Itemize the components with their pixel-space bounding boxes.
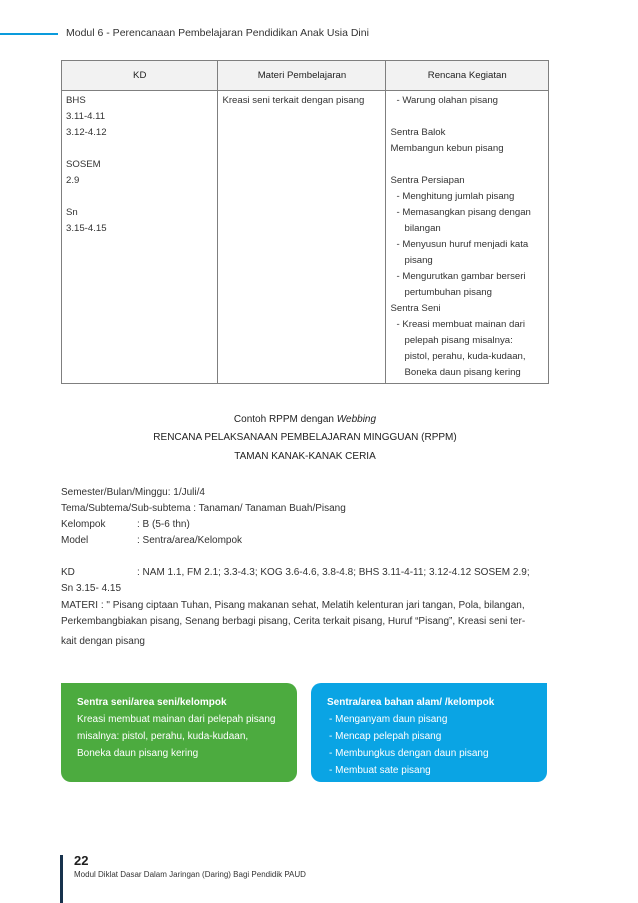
kd-line: Sn xyxy=(66,207,78,218)
kelompok-line xyxy=(61,519,190,530)
kd-label: KD xyxy=(61,567,75,578)
running-header: Modul 6 - Perencanaan Pembelajaran Pendidikan Anak Usia Dini xyxy=(66,27,369,39)
kd-line: SOSEM xyxy=(66,159,101,170)
kegiatan-line: - Mengurutkan gambar berseri xyxy=(396,271,526,282)
model-value: : Sentra/area/Kelompok xyxy=(137,535,243,546)
column-header-kegiatan: Rencana Kegiatan xyxy=(386,61,549,91)
kegiatan-line: - Menyusun huruf menjadi kata xyxy=(396,239,529,250)
materi-line: MATERI : " Pisang ciptaan Tuhan, Pisang makanan sehat, Melatih kelenturan jari tangan, Pola, bilangan, xyxy=(61,600,525,611)
materi-cell xyxy=(218,91,386,384)
box-line: - Membungkus dengan daun pisang xyxy=(329,748,489,759)
school-name: TAMAN KANAK-KANAK CERIA xyxy=(234,451,376,462)
kd-line: 3.15-4.15 xyxy=(66,223,107,234)
box-line: Kreasi membuat mainan dari pelepah pisang xyxy=(77,714,276,725)
kd-cell xyxy=(62,91,218,384)
kegiatan-line: pelepah pisang misalnya: xyxy=(404,335,513,346)
kd-continuation: Sn 3.15- 4.15 xyxy=(61,583,122,594)
kegiatan-line: - Kreasi membuat mainan dari xyxy=(396,319,525,330)
sentra-bahan-alam-box xyxy=(311,683,547,782)
footer-bar xyxy=(60,855,63,903)
materi-line: kait dengan pisang xyxy=(61,636,145,647)
kegiatan-cell xyxy=(386,91,549,384)
box-title: Sentra/area bahan alam/ /kelompok xyxy=(327,697,495,708)
kd-line: 3.11-4.11 xyxy=(66,111,106,122)
kd-line xyxy=(66,141,214,157)
heading-prefix: Contoh RPPM dengan xyxy=(233,414,337,425)
kegiatan-line: Boneka daun pisang kering xyxy=(404,367,521,378)
kegiatan-line: Membangun kebun pisang xyxy=(390,143,504,154)
heading-italic: Webbing xyxy=(336,414,377,425)
kd-line: 2.9 xyxy=(66,175,80,186)
kegiatan-line: Sentra Persiapan xyxy=(390,175,465,186)
kegiatan-line xyxy=(390,109,545,125)
semester-line: Semester/Bulan/Minggu: 1/Juli/4 xyxy=(61,487,205,498)
kd-line: BHS xyxy=(66,95,86,106)
kd-value: : NAM 1.1, FM 2.1; 3.3-4.3; KOG 3.6-4.6, 3.8-4.8; BHS 3.11-4-11; 3.12-4.12 SOSEM 2.9; xyxy=(137,567,530,578)
kd-table xyxy=(61,60,549,384)
model-label: Model xyxy=(61,535,89,546)
kegiatan-line: Sentra Balok xyxy=(390,127,446,138)
tema-line: Tema/Subtema/Sub-subtema : Tanaman/ Tanaman Buah/Pisang xyxy=(61,503,346,514)
kegiatan-line: - Warung olahan pisang xyxy=(396,95,498,106)
model-line xyxy=(61,535,242,546)
footer-text: Modul Diklat Dasar Dalam Jaringan (Daring) Bagi Pendidik PAUD xyxy=(74,870,306,879)
table-row xyxy=(62,91,549,384)
materi-line: Perkembangbiakan pisang, Senang berbagi pisang, Cerita terkait pisang, Huruf “Pisang”, Kreasi seni ter- xyxy=(61,616,526,627)
kegiatan-line: Sentra Seni xyxy=(390,303,441,314)
page-number: 22 xyxy=(74,853,89,868)
kegiatan-line: pistol, perahu, kuda-kudaan, xyxy=(404,351,526,362)
kd-line-meta xyxy=(61,567,530,578)
box-line: misalnya: pistol, perahu, kuda-kudaan, xyxy=(77,731,249,742)
kegiatan-line: - Menghitung jumlah pisang xyxy=(396,191,515,202)
kd-line: 3.12-4.12 xyxy=(66,127,107,138)
kegiatan-line: pertumbuhan pisang xyxy=(404,287,492,298)
kelompok-value: : B (5-6 thn) xyxy=(137,519,190,530)
box-line: - Membuat sate pisang xyxy=(329,765,431,776)
kd-line xyxy=(66,189,214,205)
table-header-row xyxy=(62,61,549,91)
materi-text: Kreasi seni terkait dengan pisang xyxy=(222,95,365,106)
box-title: Sentra seni/area seni/kelompok xyxy=(77,697,227,708)
kegiatan-line: - Memasangkan pisang dengan xyxy=(396,207,531,218)
header-accent-line xyxy=(0,33,58,35)
column-header-materi: Materi Pembelajaran xyxy=(218,61,386,91)
rppm-title: RENCANA PELAKSANAAN PEMBELAJARAN MINGGUAN (RPPM) xyxy=(153,432,457,443)
kegiatan-line: bilangan xyxy=(404,223,441,234)
kegiatan-line xyxy=(390,157,545,173)
sentra-seni-box xyxy=(61,683,297,782)
box-line: Boneka daun pisang kering xyxy=(77,748,199,759)
kegiatan-line: pisang xyxy=(404,255,433,266)
section-heading xyxy=(61,414,549,425)
box-line: - Menganyam daun pisang xyxy=(329,714,448,725)
box-line: - Mencap pelepah pisang xyxy=(329,731,442,742)
kelompok-label: Kelompok xyxy=(61,519,106,530)
column-header-kd: KD xyxy=(62,61,218,91)
